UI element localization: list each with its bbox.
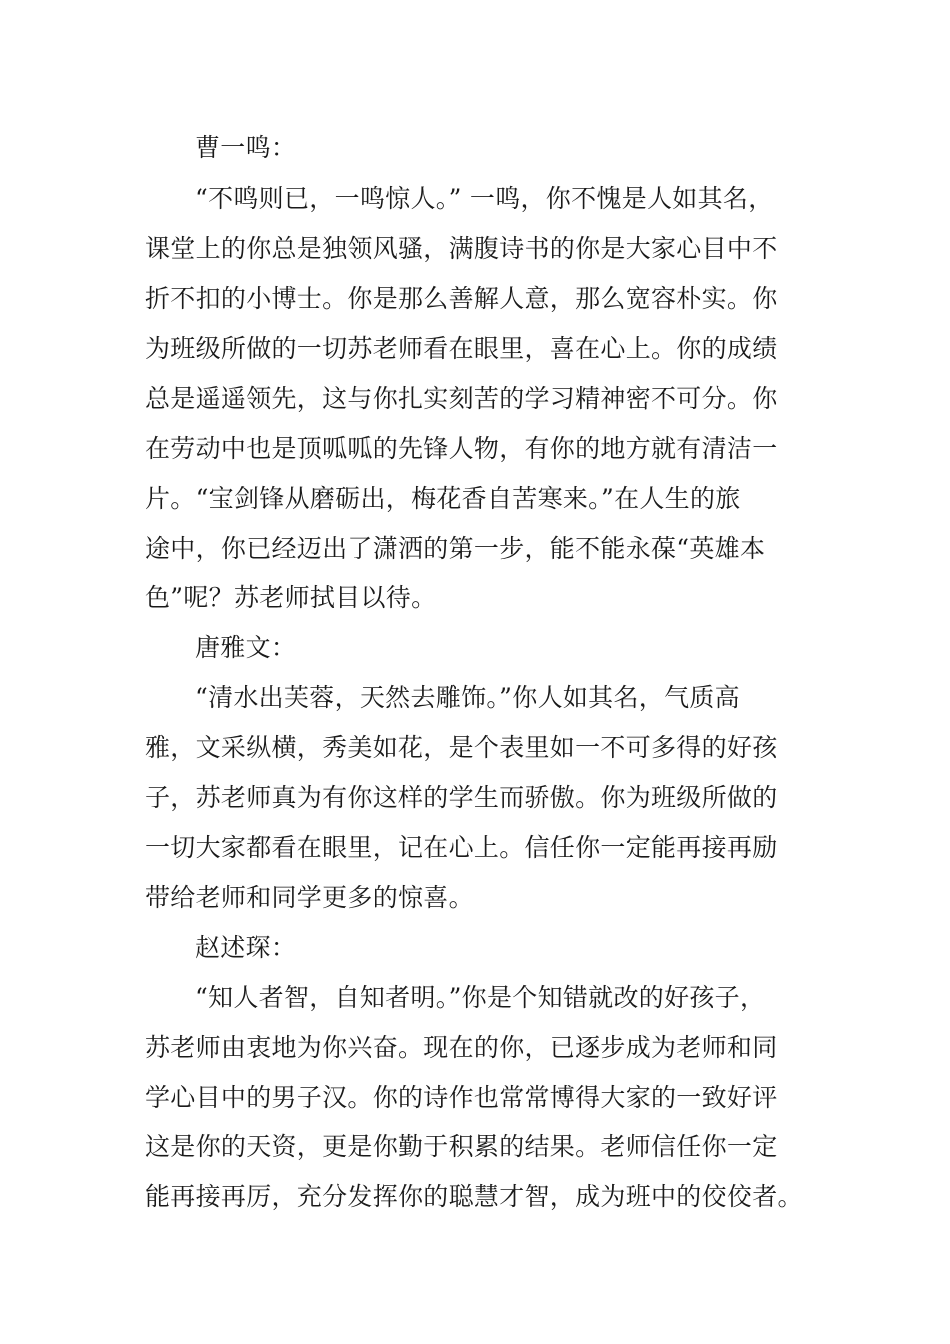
comment-line: 这是你的天资，更是你勤于积累的结果。老师信任你一定 [145,1132,778,1161]
comment-line: 在劳动中也是顶呱呱的先锋人物，有你的地方就有清洁一 [145,434,778,463]
comment-line: 为班级所做的一切苏老师看在眼里，喜在心上。你的成绩 [145,334,778,363]
student-name-zhao-shuchen: 赵述琛： [195,933,297,962]
comment-line: 折不扣的小博士。你是那么善解人意，那么宽容朴实。你 [145,284,778,313]
comment-line: 雅，文采纵横，秀美如花，是个表里如一不可多得的好孩 [145,733,778,762]
comment-line: 总是遥遥领先，这与你扎实刻苦的学习精神密不可分。你 [145,384,778,413]
comment-line: 途中，你已经迈出了潇洒的第一步，能不能永葆“英雄本 [145,534,766,563]
comment-line: 子，苏老师真为有你这样的学生而骄傲。你为班级所做的 [145,783,778,812]
comment-line: 课堂上的你总是独领风骚，满腹诗书的你是大家心目中不 [145,234,778,263]
comment-line: 带给老师和同学更多的惊喜。 [145,883,474,912]
comment-line: 能再接再厉，充分发挥你的聪慧才智，成为班中的佼佼者。 [145,1182,803,1211]
comment-line: 一切大家都看在眼里，记在心上。信任你一定能再接再励 [145,833,778,862]
comment-line: 苏老师由衷地为你兴奋。现在的你，已逐步成为老师和同 [145,1033,778,1062]
comment-line: 片。“宝剑锋从磨砺出，梅花香自苦寒来。”在人生的旅 [145,484,741,513]
comment-line: 色”呢？苏老师拭目以待。 [145,583,437,612]
comment-line: “清水出芙蓉，天然去雕饰。”你人如其名，气质高 [195,683,740,712]
student-name-cao-yiming: 曹一鸣： [195,133,297,162]
comment-line: “知人者智，自知者明。”你是个知错就改的好孩子， [195,983,766,1012]
comment-line: 学心目中的男子汉。你的诗作也常常博得大家的一致好评 [145,1083,778,1112]
comment-line: “不鸣则已，一鸣惊人。” 一鸣，你不愧是人如其名， [195,184,774,213]
student-name-tang-yawen: 唐雅文： [195,633,297,662]
